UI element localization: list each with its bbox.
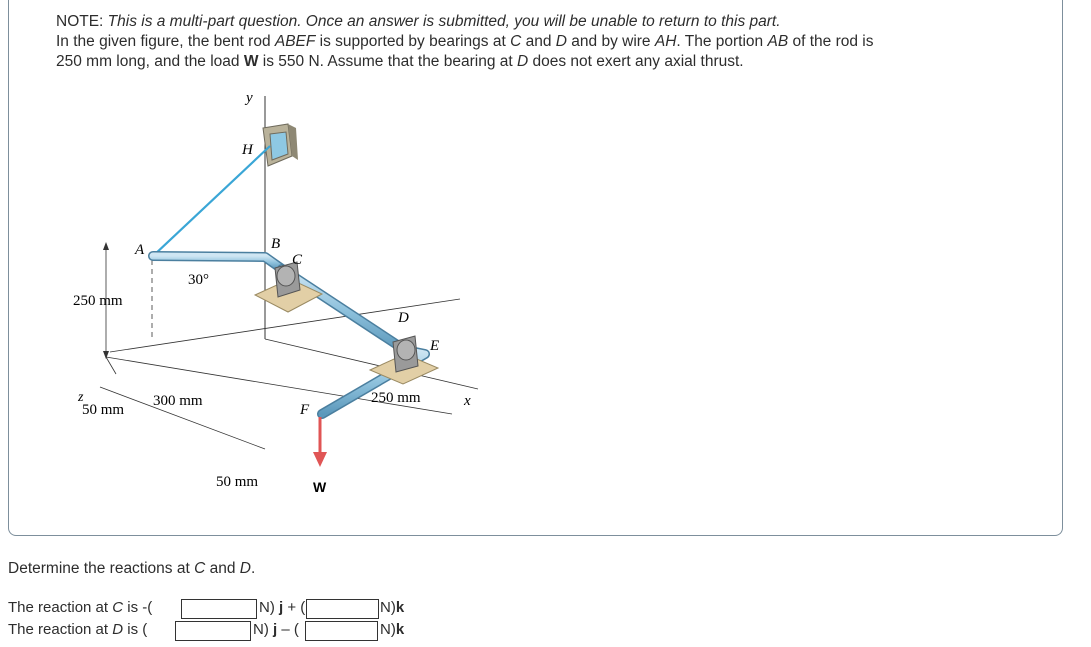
reaction-c-k-input[interactable] <box>306 599 379 619</box>
problem-statement <box>56 12 1046 72</box>
label-a: A <box>135 242 145 258</box>
dim-30deg: 30° <box>188 272 209 288</box>
wall-bracket <box>263 124 298 166</box>
dim-300: 300 mm <box>153 393 203 409</box>
dim-250-left: 250 mm <box>73 293 123 309</box>
label-b: B <box>271 236 281 252</box>
note-line-2: In the given figure, the bent rod ABEF is supported by bearings at C and D and by wire AH. The portion AB of the rod is <box>56 33 874 50</box>
label-e: E <box>430 338 440 354</box>
rod-ab <box>153 256 282 269</box>
label-f: F <box>300 402 310 418</box>
note-line-3: 250 mm long, and the load W is 550 N. Assume that the bearing at D does not exert any axial thrust. <box>56 53 744 70</box>
dim-250-right: 250 mm <box>371 390 421 406</box>
label-d: D <box>398 310 409 326</box>
label-x: x <box>464 393 471 409</box>
load-label-w: W <box>313 479 327 495</box>
reaction-d-k-input[interactable] <box>305 621 378 641</box>
dim-50-left: 50 mm <box>82 402 125 418</box>
label-c: C <box>292 252 303 268</box>
bent-rod-figure <box>60 84 500 504</box>
reaction-d-j-input[interactable] <box>175 621 251 641</box>
y-axis-label: y <box>246 90 253 106</box>
dim-50-bottom: 50 mm <box>216 474 259 490</box>
label-z: z <box>78 390 84 405</box>
rod-cd <box>282 269 405 350</box>
reaction-c-j-input[interactable] <box>181 599 257 619</box>
note-line-1: NOTE: This is a multi-part question. Once an answer is submitted, you will be unable to return to this part. <box>56 13 781 30</box>
question-prompt: Determine the reactions at C and D. <box>8 560 256 577</box>
label-h: H <box>242 142 253 158</box>
wire-ah <box>153 146 270 256</box>
